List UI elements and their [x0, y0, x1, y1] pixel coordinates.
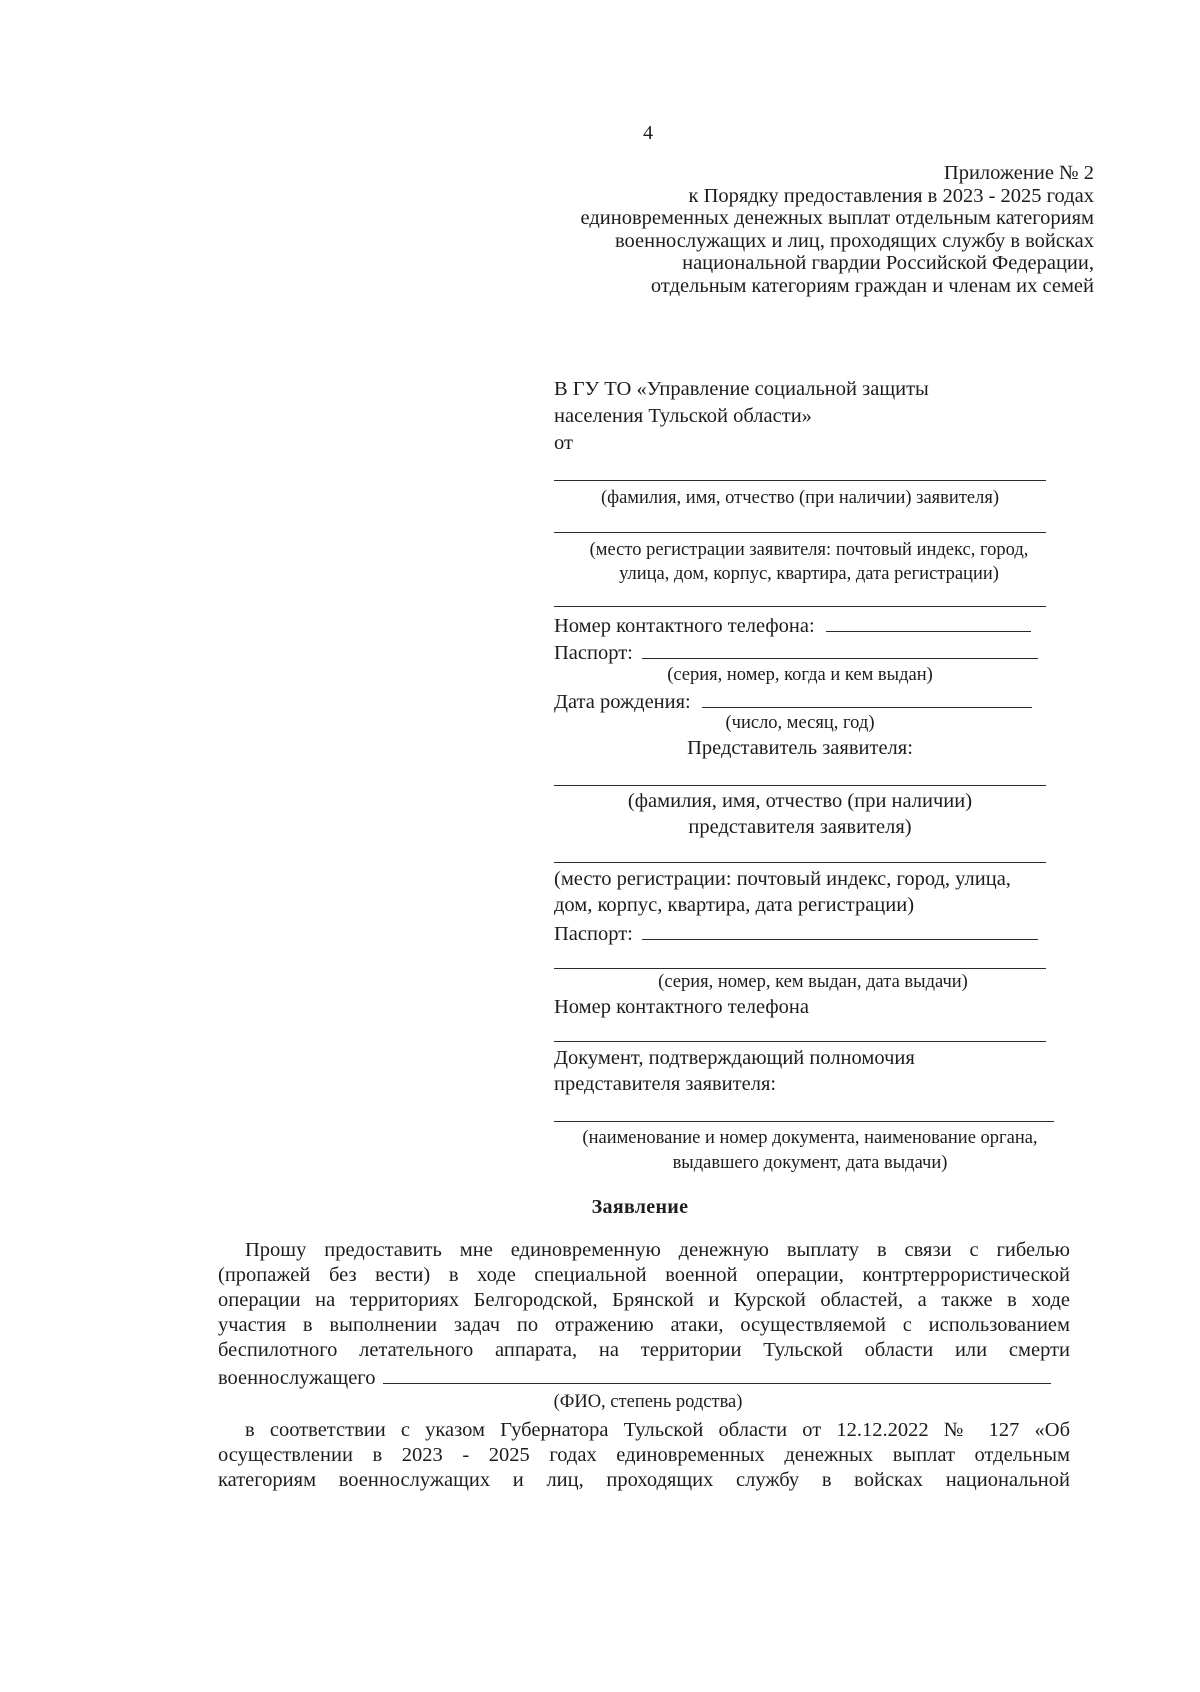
- serviceman-row: [218, 1364, 1051, 1390]
- statement-line: операции на территориях Белгородской, Брянской и Курской областей, а также в ходе: [218, 1289, 1070, 1311]
- representative-name-caption-1: (фамилия, имя, отчество (при наличии): [627, 790, 973, 812]
- statement-line: участия в выполнении задач по отражению атаки, осуществляемой с использованием: [218, 1314, 1070, 1336]
- applicant-name-field[interactable]: [554, 480, 1046, 481]
- representative-phone-field[interactable]: [554, 1041, 1046, 1042]
- addressee-line-1: В ГУ ТО «Управление социальной защиты: [554, 378, 929, 400]
- applicant-phone-field[interactable]: [826, 612, 1031, 632]
- addressee-line-2: населения Тульской области»: [554, 405, 812, 427]
- page-number: 4: [643, 122, 653, 144]
- serviceman-label: военнослужащего: [218, 1367, 376, 1389]
- statement-line: в соответствии с указом Губернатора Тульской области от 12.12.2022 № 127 «Об: [245, 1419, 1070, 1441]
- statement-title: Заявление: [591, 1196, 689, 1218]
- appendix-header: [581, 162, 1095, 297]
- statement-paragraph-1: [218, 1238, 1070, 1363]
- representative-heading: Представитель заявителя:: [687, 737, 913, 759]
- applicant-phone-row: [554, 612, 1031, 638]
- statement-line: Прошу предоставить мне единовременную денежную выплату в связи с гибелью: [245, 1239, 1070, 1261]
- representative-registration-field[interactable]: [554, 862, 1046, 863]
- representative-phone-label: Номер контактного телефона: [554, 996, 809, 1018]
- statement-line: категориям военнослужащих и лиц, проходящих службу в войсках национальной: [218, 1469, 1070, 1491]
- representative-passport-field[interactable]: [642, 920, 1038, 940]
- authority-doc-field[interactable]: [554, 1121, 1054, 1122]
- serviceman-field[interactable]: [383, 1364, 1051, 1384]
- applicant-passport-row: [554, 639, 1038, 665]
- applicant-passport-field[interactable]: [642, 639, 1038, 659]
- representative-passport-row: [554, 920, 1038, 946]
- authority-doc-2: представителя заявителя:: [554, 1073, 777, 1095]
- from-label: от: [554, 432, 573, 454]
- birth-date-field[interactable]: [702, 688, 1032, 708]
- applicant-phone-label: Номер контактного телефона:: [554, 615, 815, 637]
- statement-paragraph-2: [218, 1418, 1070, 1493]
- appendix-line: отдельным категориям граждан и членам их семей: [650, 274, 1094, 297]
- appendix-line: национальной гвардии Российской Федерации,: [682, 252, 1094, 274]
- applicant-registration-field[interactable]: [554, 532, 1046, 533]
- applicant-registration-caption-2: улица, дом, корпус, квартира, дата регистрации): [619, 564, 999, 584]
- authority-doc-1: Документ, подтверждающий полномочия: [554, 1047, 915, 1069]
- birth-date-caption: (число, месяц, год): [725, 713, 875, 733]
- applicant-registration-field-2[interactable]: [554, 606, 1046, 607]
- representative-registration-1: (место регистрации: почтовый индекс, город, улица,: [554, 868, 1011, 890]
- representative-registration-2: дом, корпус, квартира, дата регистрации): [554, 894, 915, 916]
- statement-line: беспилотного летательного аппарата, на территории Тульской области или смерти: [218, 1339, 1070, 1361]
- representative-name-caption-2: представителя заявителя): [688, 816, 912, 838]
- birth-date-row: [554, 688, 1032, 714]
- applicant-name-caption: (фамилия, имя, отчество (при наличии) заявителя): [600, 488, 1000, 508]
- appendix-line: военнослужащих и лиц, проходящих службу в войсках: [614, 229, 1094, 252]
- authority-caption-1: (наименование и номер документа, наименование органа,: [582, 1128, 1038, 1148]
- serviceman-caption: (ФИО, степень родства): [553, 1392, 743, 1412]
- applicant-passport-caption: (серия, номер, когда и кем выдан): [667, 665, 933, 685]
- representative-passport-caption: (серия, номер, кем выдан, дата выдачи): [658, 972, 968, 992]
- appendix-line: единовременных денежных выплат отдельным категориям: [580, 207, 1094, 229]
- appendix-line: к Порядку предоставления в 2023 - 2025 годах: [688, 184, 1094, 207]
- appendix-line: Приложение № 2: [943, 162, 1094, 184]
- statement-line: (пропажей без вести) в ходе специальной военной операции, контртеррористической: [218, 1264, 1070, 1286]
- representative-name-field[interactable]: [554, 785, 1046, 786]
- representative-passport-field-2[interactable]: [554, 968, 1046, 969]
- applicant-registration-caption-1: (место регистрации заявителя: почтовый индекс, город,: [589, 540, 1029, 560]
- statement-line: осуществлении в 2023 - 2025 годах единовременных денежных выплат отдельным: [218, 1444, 1070, 1466]
- representative-passport-label: Паспорт:: [554, 923, 633, 945]
- authority-caption-2: выдавшего документ, дата выдачи): [672, 1153, 948, 1173]
- birth-date-label: Дата рождения:: [554, 691, 691, 713]
- applicant-passport-label: Паспорт:: [554, 642, 633, 664]
